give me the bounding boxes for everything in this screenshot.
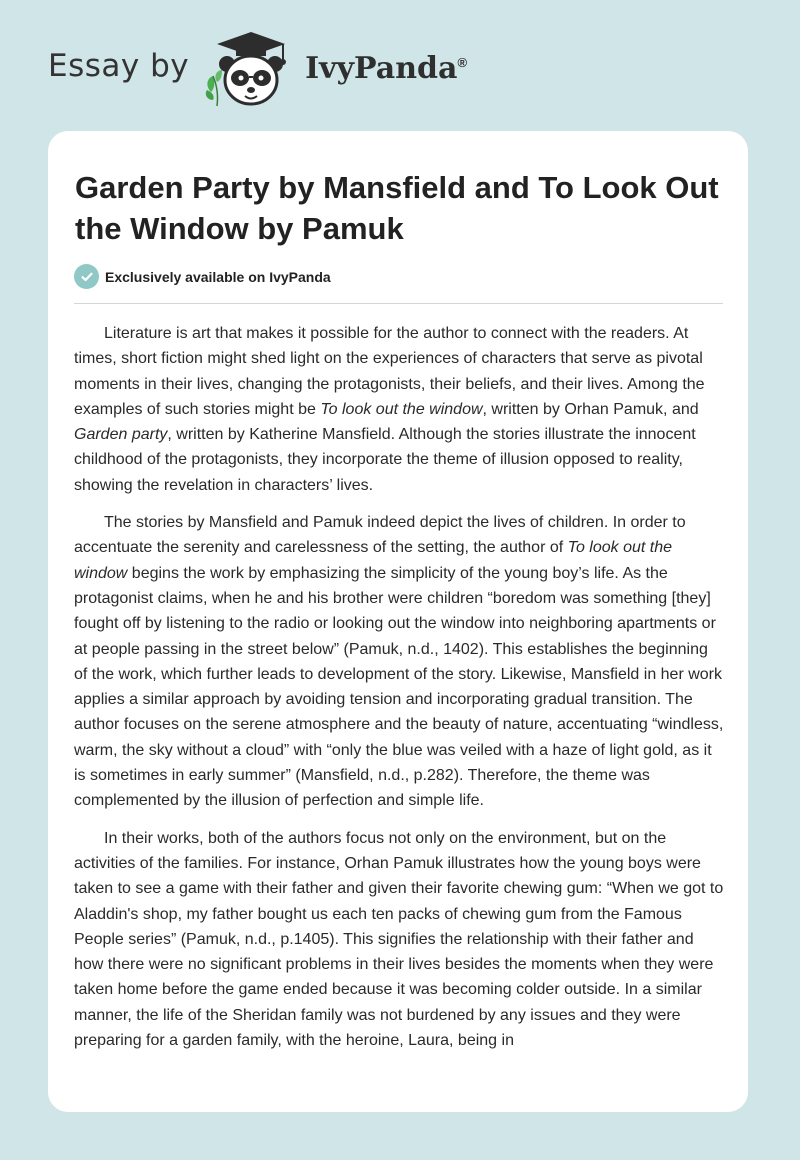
text-run: , written by Katherine Mansfield. Although the stories illustrate the innocent childhood of the protagonists, they incorporate the theme of illusion opposed to reality, showing the revelation in characters’ lives. [74,426,696,494]
brand-text: IvyPanda [305,50,458,86]
text-run: In their works, both of the authors focus not only on the environment, but on the activities of the families. For instance, Orhan Pamuk illustrates how the young boys were taken to see a game with their father and given their favorite chewing gum: “When we got to Aladdin's shop, my father bought us each ten packs of chewing gum from the Famous People series” (Pamuk, n.d., p.1405). This signifies the relationship with their father and how there were no significant problems in their lives besides the moments when they were taken home before the game ended because it was becoming colder outside. In a similar manner, the life of the Sheridan family was not burdened by any issues and they were preparing for a garden family, with the heroine, Laura, being in [74,829,724,1050]
site-header [48,30,467,110]
brand-name [305,51,467,86]
text-run: Literature is art that makes it possible for the author to connect with the readers. At times, short fiction might shed light on the experiences of characters that serve as pivotal moments in their lives, changing the protagonists, their beliefs, and their lives. Among the examples of such stories might be [74,325,705,418]
checkmark-icon [74,264,99,289]
text-run: begins the work by emphasizing the simplicity of the young boy’s life. As the protagonist claims, when he and his brother were children “boredom was something [they] fought off by listening to the radio or looking out the window into neighboring apartments or at people passing in the street below” (Pamuk, n.d., 1402). This establishes the beginning of the work, which further leads to development of the story. Likewise, Mansfield in her work applies a similar approach by avoiding tension and incorporating gradual transition. The author focuses on the serene atmosphere and the beauty of nature, accentuating “windless, warm, the sky without a cloud” with “only the blue was veiled with a haze of light gold, as it is sometimes in early summer” (Mansfield, n.d., p.282). Therefore, the theme was complemented by the illusion of perfection and simple life. [74,564,724,810]
registered-mark: ® [457,54,468,70]
italic-title: To look out the window [74,539,673,582]
essay-card [48,131,748,1112]
panda-logo-icon [203,30,299,110]
exclusive-label: Exclusively available on IvyPanda [105,268,331,285]
italic-title: To look out the window [320,400,483,418]
exclusive-badge [74,264,331,289]
essay-body [74,321,724,1065]
text-run: , written by Orhan Pamuk, and [482,400,699,418]
paragraph-2 [74,510,724,814]
text-run: The stories by Mansfield and Pamuk indeed depict the lives of children. In order to accentuate the serenity and carelessness of the setting, the author of [74,514,686,557]
divider [74,303,723,304]
essay-by-label: Essay by [48,48,190,84]
italic-title: Garden party [74,426,168,444]
paragraph-3 [74,826,724,1054]
paragraph-1 [74,321,724,498]
essay-title: Garden Party by Mansfield and To Look Out the Window by Pamuk [75,170,719,246]
